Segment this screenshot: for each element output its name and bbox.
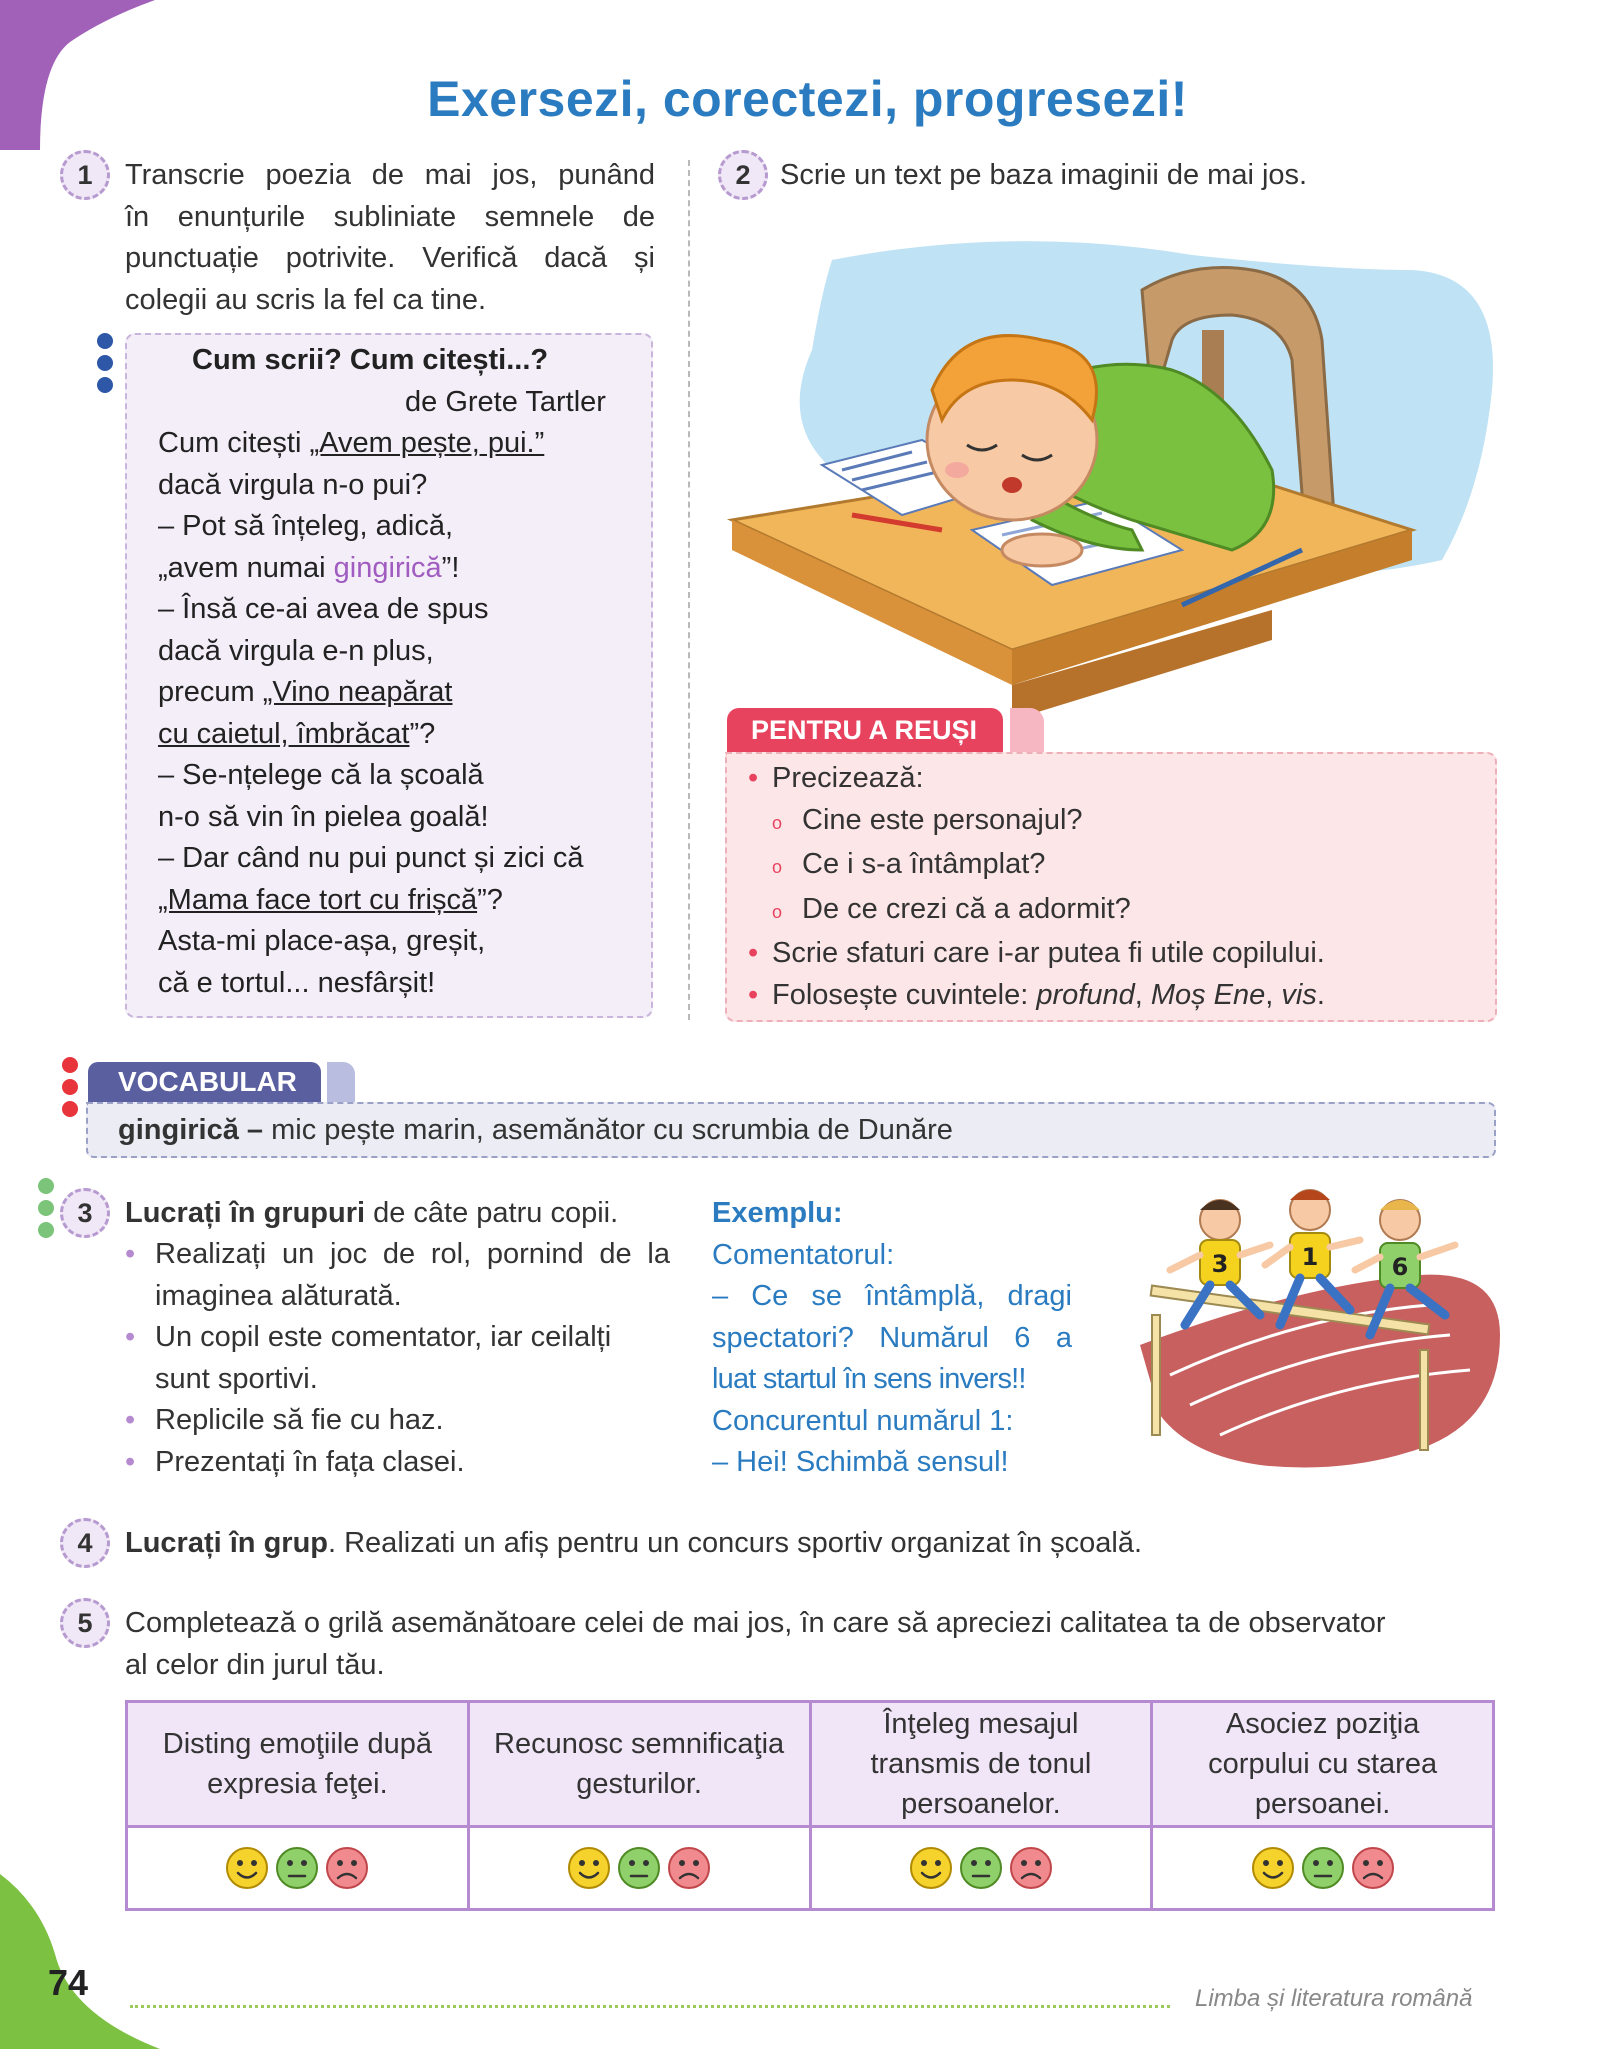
poem-title: Cum scrii? Cum citești...?: [192, 344, 549, 376]
underlined-sentence: cu caietul, îmbrăcat: [158, 717, 410, 750]
tip-label: PENTRU A REUȘI: [727, 708, 1003, 752]
poem-body: [158, 423, 584, 1004]
bullet-dot: [62, 1101, 78, 1117]
poem-line: Asta-mi place-așa, greșit,: [158, 925, 486, 957]
exercise-3-lead-text: de câte patru copii.: [365, 1197, 619, 1229]
example-line: – Ce se întâmplă, dragi: [712, 1280, 1072, 1312]
poem-line: – Dar când nu pui punct și zici că: [158, 842, 584, 874]
exercise-number-5: 5: [60, 1598, 110, 1648]
exercise-number-3: 3: [60, 1188, 110, 1238]
footer-divider: [130, 2005, 1170, 2008]
exercise-3-bullets: [125, 1234, 670, 1483]
tip-text: De ce crezi că a adormit?: [802, 892, 1131, 925]
example-line: luat startul în sens invers!!: [712, 1363, 1026, 1395]
tip-list: [748, 758, 1488, 1016]
grid-faces-row: [127, 1827, 1494, 1910]
exercise-3-lead: [125, 1193, 618, 1235]
tip-word: profund: [1036, 978, 1135, 1011]
grid-header-cell: [810, 1702, 1152, 1827]
list-item: • Replicile să fie cu haz.: [125, 1404, 444, 1436]
grid-header-line: persoanei.: [1254, 1788, 1391, 1820]
poem-text: precum: [158, 676, 263, 708]
neutral-face-icon[interactable]: [1301, 1846, 1345, 1890]
tip-text: Folosește cuvintele:: [772, 978, 1037, 1011]
list-text: Un copil este comentator, iar ceilalți: [155, 1321, 612, 1353]
poem-line: că e tortul... nesfârșit!: [158, 966, 436, 999]
happy-face-icon[interactable]: [225, 1846, 269, 1890]
grid-header-row: [127, 1702, 1494, 1827]
exercise-2-instruction: Scrie un text pe baza imaginii de mai jos.: [780, 159, 1308, 191]
grid-faces-cell: [127, 1827, 469, 1910]
page-number: 74: [48, 1962, 89, 2003]
tip-subitem: o Ce i s-a întâmplat?: [772, 848, 1046, 880]
example-line: – Hei! Schimbă sensul!: [712, 1446, 1009, 1478]
happy-face-icon[interactable]: [567, 1846, 611, 1890]
grid-faces-cell: [468, 1827, 810, 1910]
sad-face-icon[interactable]: [667, 1846, 711, 1890]
underlined-sentence: „Mama face tort cu frișcă: [158, 883, 478, 916]
poem-line: [158, 548, 584, 590]
grid-header-cell: [1152, 1702, 1494, 1827]
bullet-dot: [38, 1200, 54, 1216]
runner-number: 3: [1211, 1250, 1229, 1278]
list-item: • Un copil este comentator, iar ceilalți: [125, 1321, 612, 1353]
runners-illustration: [1100, 1175, 1520, 1475]
exercise-5-line: Completează o grilă asemănătoare celei de mai jos, în care să apreciezi calitatea ta de observator: [125, 1607, 1386, 1639]
example-line: Comentatorul:: [712, 1238, 895, 1271]
vocabulary-entry: [118, 1110, 953, 1152]
grid-header-line: expresia feţei.: [207, 1768, 388, 1800]
grid-header-line: transmis de tonul: [870, 1748, 1092, 1780]
column-divider: [688, 160, 690, 1020]
runner-number: 6: [1391, 1253, 1409, 1281]
list-text: Prezentați în fața clasei.: [155, 1445, 465, 1478]
page-title: Exersezi, corectezi, progresezi!: [427, 71, 1188, 127]
observer-grid: [125, 1700, 1495, 1911]
poem-line: [158, 880, 584, 922]
tip-word: vis: [1281, 978, 1317, 1011]
tip-text: ,: [1265, 978, 1282, 1011]
bullet-dot: [97, 377, 113, 393]
exercise-number-4: 4: [60, 1518, 110, 1568]
grid-header-line: Recunosc semnificaţia: [494, 1728, 785, 1760]
instruction-line: Transcrie poezia de mai jos, punând: [125, 159, 655, 191]
exercise-4-text: [125, 1523, 1142, 1565]
vocabulary-term: gingirică –: [118, 1114, 264, 1146]
poem-text: Cum citești: [158, 427, 310, 459]
exercise-5-text: [125, 1603, 1495, 1686]
runner-number: 1: [1301, 1243, 1319, 1271]
poem-line: – Pot să înțeleg, adică,: [158, 510, 454, 542]
example-line: spectatori? Numărul 6 a: [712, 1321, 1072, 1354]
happy-face-icon[interactable]: [1251, 1846, 1295, 1890]
grid-faces-cell: [1152, 1827, 1494, 1910]
sad-face-icon[interactable]: [325, 1846, 369, 1890]
list-text: imaginea alăturată.: [155, 1279, 402, 1312]
neutral-face-icon[interactable]: [275, 1846, 319, 1890]
sad-face-icon[interactable]: [1009, 1846, 1053, 1890]
list-item: • Prezentați în fața clasei.: [125, 1445, 465, 1478]
exercise-3-lead-bold: Lucrați în grupuri: [125, 1197, 366, 1229]
bullet-dot: [97, 355, 113, 371]
exercise-number-1: 1: [60, 150, 110, 200]
instruction-line: în enunțurile subliniate semnele de: [125, 200, 655, 233]
grid-header-cell: [468, 1702, 810, 1827]
bullet-dot: [62, 1057, 78, 1073]
grid-header-cell: [127, 1702, 469, 1827]
tip-text: .: [1316, 978, 1325, 1011]
bullet-dot: [62, 1079, 78, 1095]
poem-line: – Se-nțelege că la școală: [158, 759, 484, 791]
grid-header-line: persoanelor.: [901, 1788, 1061, 1820]
list-item: [125, 1359, 670, 1401]
poem-line: n-o să vin în pielea goală!: [158, 800, 489, 833]
tip-text: Ce i s-a întâmplat?: [802, 848, 1046, 880]
poem-text: ”?: [409, 717, 436, 750]
grid-header-line: corpului cu starea: [1208, 1748, 1438, 1780]
poem-line: [158, 672, 584, 714]
list-text: Realizați un joc de rol, pornind de la: [155, 1238, 670, 1270]
vocabulary-tab-decoration: [327, 1062, 355, 1102]
exercise-3-example: [712, 1193, 1072, 1484]
poem-text: ”?: [477, 883, 503, 916]
book-title: Limba și literatura română: [1195, 1985, 1473, 2012]
instruction-line: punctuație potrivite. Verifică dacă și: [125, 242, 655, 274]
grid-header-line: gesturilor.: [576, 1768, 702, 1800]
poem-text: ”!: [441, 551, 460, 584]
happy-face-icon[interactable]: [909, 1846, 953, 1890]
tip-item: • Scrie sfaturi care i-ar putea fi utile copilului.: [748, 937, 1325, 969]
list-item: • Realizați un joc de rol, pornind de la: [125, 1238, 670, 1270]
poem-author: de Grete Tartler: [405, 386, 606, 418]
exercise-5-line: al celor din jurul tău.: [125, 1648, 385, 1681]
example-line: Concurentul numărul 1:: [712, 1404, 1014, 1437]
tip-tab-decoration: [1010, 708, 1044, 752]
tip-text: Cine este personajul?: [802, 803, 1083, 836]
tip-text: ,: [1134, 978, 1151, 1011]
tip-subitem: o De ce crezi că a adormit?: [772, 892, 1131, 925]
neutral-face-icon[interactable]: [617, 1846, 661, 1890]
vocabulary-label: VOCABULAR: [88, 1062, 321, 1102]
vocabulary-word: gingirică: [333, 551, 442, 584]
exercise-4-rest: . Realizati un afiș pentru un concurs sportiv organizat în școală.: [328, 1527, 1143, 1559]
tip-subitem: o Cine este personajul?: [772, 803, 1083, 836]
instruction-line: colegii au scris la fel ca tine.: [125, 283, 487, 316]
underlined-sentence: „Avem pește, pui.”: [309, 427, 545, 459]
tip-text: Scrie sfaturi care i-ar putea fi utile copilului.: [772, 937, 1325, 969]
list-text: Replicile să fie cu haz.: [155, 1404, 444, 1436]
underlined-sentence: „Vino neapărat: [262, 676, 453, 708]
poem-line: dacă virgula n-o pui?: [158, 468, 428, 501]
grid-faces-cell: [810, 1827, 1152, 1910]
sad-face-icon[interactable]: [1351, 1846, 1395, 1890]
poem-text: „avem numai: [158, 551, 334, 584]
grid-header-line: Asociez poziţia: [1225, 1708, 1420, 1740]
poem-line: [158, 714, 584, 756]
neutral-face-icon[interactable]: [959, 1846, 1003, 1890]
poem-line: [158, 423, 584, 465]
poem-line: dacă virgula e-n plus,: [158, 634, 434, 667]
vocabulary-definition: mic pește marin, asemănător cu scrumbia de Dunăre: [263, 1114, 953, 1146]
exercise-number-2: 2: [718, 150, 768, 200]
bullet-dot: [38, 1222, 54, 1238]
bullet-dot: [38, 1178, 54, 1194]
poem-line: – Însă ce-ai avea de spus: [158, 593, 489, 625]
tip-text: Precizează:: [772, 762, 924, 794]
sleeping-boy-illustration: [712, 230, 1512, 720]
list-item: [125, 1276, 670, 1318]
grid-header-line: Înţeleg mesajul: [883, 1708, 1079, 1740]
list-text: sunt sportivi.: [155, 1362, 318, 1395]
grid-header-line: Disting emoţiile după: [162, 1728, 432, 1760]
exercise-4-lead-bold: Lucrați în grup: [125, 1527, 328, 1559]
tip-item: • Precizează:: [748, 762, 924, 794]
exercise-1-instruction: [125, 155, 655, 321]
tip-item: • Folosește cuvintele: profund, Moș Ene, vis.: [748, 978, 1325, 1011]
example-label: Exemplu:: [712, 1197, 843, 1229]
bullet-dot: [97, 333, 113, 349]
tip-word: Moș Ene: [1150, 978, 1266, 1011]
